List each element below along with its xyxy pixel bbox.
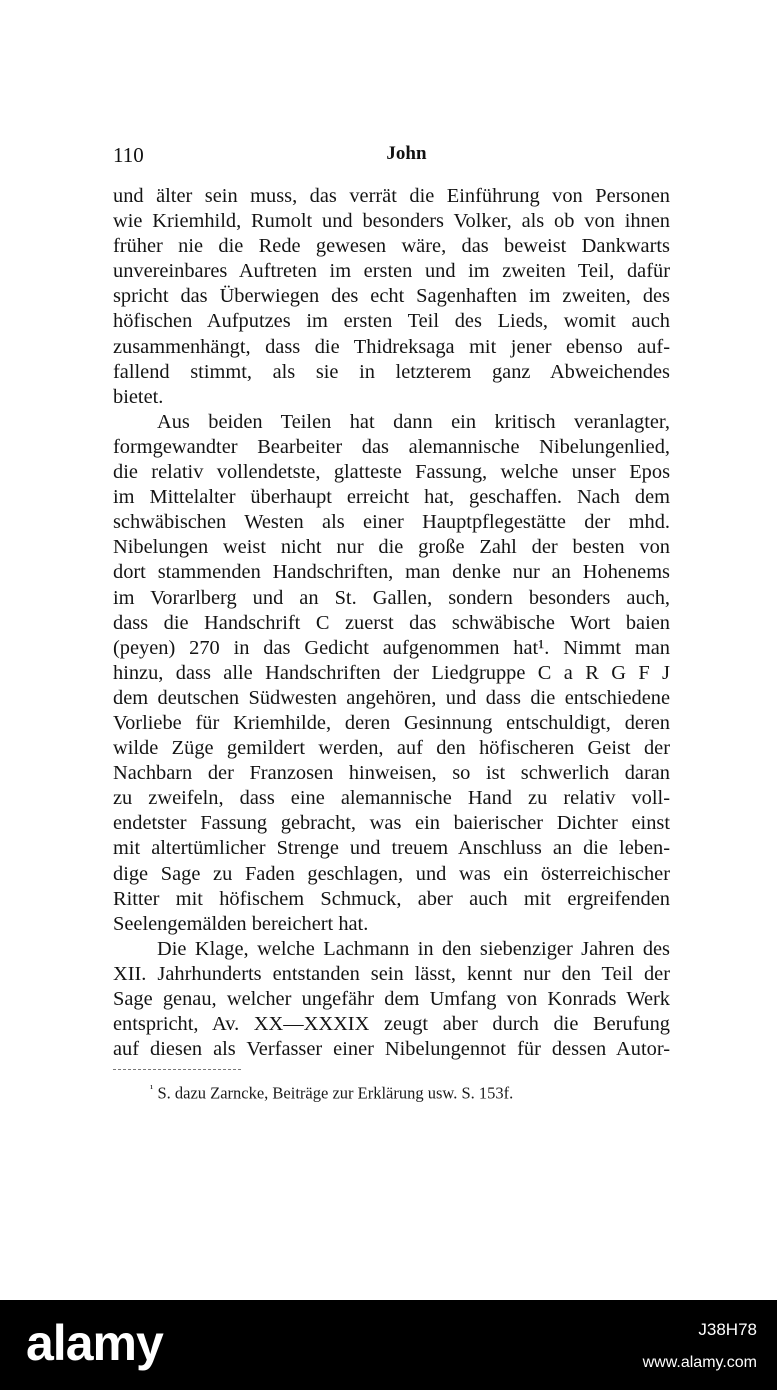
text-line: höfischen Aufputzes im ersten Teil des Lieds, womit auch bbox=[113, 310, 670, 333]
stock-watermark-bar bbox=[0, 1300, 777, 1390]
text-line: wie Kriemhild, Rumolt und besonders Volker, als ob von ihnen bbox=[113, 210, 670, 233]
footnote-marker: ¹ bbox=[150, 1083, 154, 1095]
text-line: im Mittelalter überhaupt erreicht hat, geschaffen. Nach dem bbox=[113, 486, 670, 509]
text-line: schwäbischen Westen als einer Hauptpflegestätte der mhd. bbox=[113, 511, 670, 534]
page-header bbox=[113, 143, 670, 171]
text-line: zu zweifeln, dass eine alemannische Hand zu relativ voll- bbox=[113, 787, 670, 810]
text-line: Ritter mit höfischem Schmuck, aber auch mit ergreifenden bbox=[113, 887, 670, 910]
text-line: mit altertümlicher Strenge und treuem Anschluss an die leben- bbox=[113, 837, 670, 860]
text-line: endetster Fassung gebracht, was ein baierischer Dichter einst bbox=[113, 812, 670, 835]
text-line: bietet. bbox=[113, 385, 164, 408]
text-line: dem deutschen Südwesten angehören, und dass die entschiedene bbox=[113, 686, 670, 709]
text-line: dige Sage zu Faden geschlagen, und was ein österreichischer bbox=[113, 862, 670, 885]
text-line: hinzu, dass alle Handschriften der Liedgruppe C a R G F J bbox=[113, 661, 670, 684]
text-line: unvereinbares Auftreten im ersten und im zweiten Teil, dafür bbox=[113, 260, 670, 283]
footnote-divider bbox=[113, 1069, 241, 1070]
image-id: J38H78 bbox=[698, 1320, 757, 1339]
footnote bbox=[150, 1083, 513, 1104]
running-head: John bbox=[386, 143, 427, 164]
text-line: Nachbarn der Franzosen hinweisen, so ist schwerlich daran bbox=[113, 762, 670, 785]
footnote-text: S. dazu Zarncke, Beiträge zur Erklärung usw. S. 153f. bbox=[157, 1083, 514, 1103]
text-line: formgewandter Bearbeiter das alemannische Nibelungenlied, bbox=[113, 435, 670, 458]
text-line: im Vorarlberg und an St. Gallen, sondern besonders auch, bbox=[113, 586, 670, 609]
body-text bbox=[113, 184, 670, 1062]
text-line: spricht das Überwiegen des echt Sagenhaften im zweiten, des bbox=[113, 285, 670, 308]
text-line: dort stammenden Handschriften, man denke nur an Hohenems bbox=[113, 561, 670, 584]
text-line: Aus beiden Teilen hat dann ein kritisch veranlagter, bbox=[157, 410, 670, 433]
text-line: dass die Handschrift C zuerst das schwäbische Wort baien bbox=[113, 611, 670, 634]
text-line: entspricht, Av. XX—XXXIX zeugt aber durch die Berufung bbox=[113, 1013, 670, 1036]
text-line: Nibelungen weist nicht nur die große Zahl der besten von bbox=[113, 536, 670, 559]
text-line: (peyen) 270 in das Gedicht aufgenommen hat¹. Nimmt man bbox=[113, 636, 670, 659]
text-line: zusammenhängt, dass die Thidreksaga mit jener ebenso auf- bbox=[113, 335, 670, 358]
alamy-logo: alamy bbox=[26, 1315, 163, 1371]
text-line: Sage genau, welcher ungefähr dem Umfang von Konrads Werk bbox=[113, 988, 670, 1010]
text-line: fallend stimmt, als sie in letzterem ganz Abweichendes bbox=[113, 360, 670, 383]
page-number: 110 bbox=[113, 143, 144, 167]
text-line: Vorliebe für Kriemhilde, deren Gesinnung entschuldigt, deren bbox=[113, 711, 670, 734]
text-line: wilde Züge gemildert werden, auf den höfischeren Geist der bbox=[113, 737, 670, 760]
text-line: die relativ vollendetste, glatteste Fassung, welche unser Epos bbox=[113, 461, 670, 484]
text-line: früher nie die Rede gewesen wäre, das beweist Dankwarts bbox=[113, 235, 670, 258]
text-line: Die Klage, welche Lachmann in den siebenziger Jahren des bbox=[157, 937, 670, 960]
stock-url: www.alamy.com bbox=[642, 1354, 757, 1371]
text-line: Seelengemälden bereichert hat. bbox=[113, 912, 369, 935]
text-line: XII. Jahrhunderts entstanden sein lässt, kennt nur den Teil der bbox=[113, 962, 670, 985]
text-line: und älter sein muss, das verrät die Einführung von Personen bbox=[113, 185, 670, 207]
text-line: auf diesen als Verfasser einer Nibelungennot für dessen Autor- bbox=[113, 1038, 670, 1061]
